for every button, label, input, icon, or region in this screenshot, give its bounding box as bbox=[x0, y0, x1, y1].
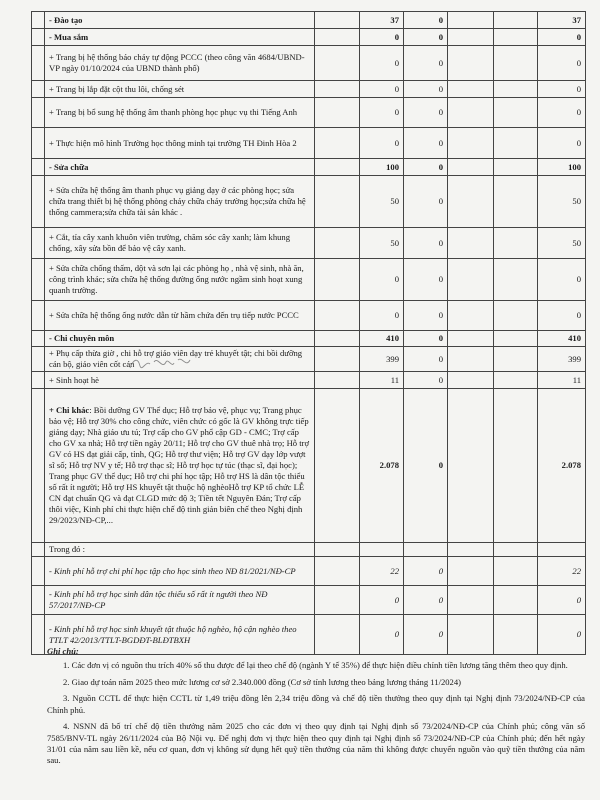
row-label: + Sửa chữa hệ thống ống nước dẫn từ hầm chứa đến trụ tiếp nước PCCC bbox=[45, 301, 315, 331]
row-label bbox=[45, 389, 315, 543]
row-value: 0 bbox=[538, 301, 586, 331]
table-row bbox=[32, 586, 586, 615]
row-label: + Phụ cấp thừa giờ , chi hỗ trợ giáo viên dạy trẻ khuyết tật; chi bồi dưỡng cán bộ, giáo viên cốt cán bbox=[45, 347, 315, 372]
row-value: 50 bbox=[360, 176, 404, 228]
row-value: 0 bbox=[404, 586, 448, 615]
row-label: + Sinh hoạt hè bbox=[45, 372, 315, 389]
row-value: 0 bbox=[360, 81, 404, 98]
row-value: 0 bbox=[538, 586, 586, 615]
row-label: + Trang bị bổ sung hệ thống âm thanh phòng học phục vụ thi Tiếng Anh bbox=[45, 98, 315, 128]
row-value: 0 bbox=[360, 29, 404, 46]
table-row bbox=[32, 176, 586, 228]
row-label: - Kinh phí hỗ trợ chi phí học tập cho học sinh theo NĐ 81/2021/NĐ-CP bbox=[45, 557, 315, 586]
row-value: 399 bbox=[538, 347, 586, 372]
row-value: 0 bbox=[538, 81, 586, 98]
row-value: 0 bbox=[404, 176, 448, 228]
row-value: 0 bbox=[360, 301, 404, 331]
row-value: 0 bbox=[404, 98, 448, 128]
row-label: + Sửa chữa chống thấm, dột và sơn lại các phòng họ , nhà vệ sinh, nhà ăn, công trình khác; sửa chữa hệ thống đường ống nước ngầm sinh hoạt xung quanh trường. bbox=[45, 259, 315, 301]
row-value: 0 bbox=[404, 331, 448, 347]
row-value: 0 bbox=[404, 557, 448, 586]
row-value: 0 bbox=[360, 46, 404, 81]
row-value: 410 bbox=[538, 331, 586, 347]
table-row bbox=[32, 557, 586, 586]
row-value: 0 bbox=[360, 259, 404, 301]
row-value: 0 bbox=[404, 81, 448, 98]
row-label: Trong đó : bbox=[45, 543, 315, 557]
row-value: 50 bbox=[538, 228, 586, 259]
row-value: 399 bbox=[360, 347, 404, 372]
row-value: 0 bbox=[360, 128, 404, 159]
row-value: 37 bbox=[538, 12, 586, 29]
row-value: 2.078 bbox=[360, 389, 404, 543]
row-label: - Kinh phí hỗ trợ học sinh dân tộc thiểu số rất ít người theo NĐ 57/2017/NĐ-CP bbox=[45, 586, 315, 615]
row-value: 22 bbox=[538, 557, 586, 586]
table-row bbox=[32, 29, 586, 46]
row-value: 0 bbox=[538, 46, 586, 81]
table-row bbox=[32, 331, 586, 347]
row-label: - Đào tạo bbox=[45, 12, 315, 29]
table-row bbox=[32, 128, 586, 159]
row-value: 0 bbox=[538, 128, 586, 159]
row-value: 2.078 bbox=[538, 389, 586, 543]
row-value: 100 bbox=[360, 159, 404, 176]
row-value: 100 bbox=[538, 159, 586, 176]
row-value: 0 bbox=[404, 12, 448, 29]
row-label-lead: + Chi khác bbox=[49, 405, 90, 415]
row-value: 0 bbox=[404, 301, 448, 331]
table-row bbox=[32, 389, 586, 543]
table-row bbox=[32, 301, 586, 331]
row-value: 0 bbox=[538, 259, 586, 301]
table-row bbox=[32, 347, 586, 372]
row-label: + Trang bị hệ thống báo cháy tự động PCCC (theo công văn 4684/UBND-VP ngày 01/10/2024 của UBND thành phố) bbox=[45, 46, 315, 81]
note-item: 2. Giao dự toán năm 2025 theo mức lương cơ sở 2.340.000 đồng (Cơ sở tính lương theo bảng lương tháng 11/2024) bbox=[63, 676, 462, 687]
row-label: + Trang bị lắp đặt cột thu lôi, chống sét bbox=[45, 81, 315, 98]
table-row bbox=[32, 543, 586, 557]
row-value: 11 bbox=[360, 372, 404, 389]
row-value: 0 bbox=[404, 228, 448, 259]
table-row bbox=[32, 98, 586, 128]
row-label: + Sửa chữa hệ thống âm thanh phục vụ giảng dạy ở các phòng học; sửa chữa trang thiết bị hệ thống phòng cháy chữa cháy trường học;sửa chữa hệ thống cammera;sửa chữa tài sản khác . bbox=[45, 176, 315, 228]
row-value: 0 bbox=[538, 98, 586, 128]
row-value: 0 bbox=[360, 98, 404, 128]
table-row bbox=[32, 46, 586, 81]
notes-title: Ghi chú: bbox=[47, 646, 79, 656]
row-label: + Thực hiện mô hình Trường học thông minh tại trường TH Đinh Hòa 2 bbox=[45, 128, 315, 159]
row-label: - Sửa chữa bbox=[45, 159, 315, 176]
row-value: 0 bbox=[404, 46, 448, 81]
row-value: 0 bbox=[404, 347, 448, 372]
table-row bbox=[32, 81, 586, 98]
note-item: 1. Các đơn vị có nguồn thu trích 40% số thu được để lại theo chế độ (ngành Y tế 35%) để thực hiện điều chỉnh tiền lương tăng thêm theo quy định. bbox=[63, 660, 568, 671]
row-value: 22 bbox=[360, 557, 404, 586]
row-label: - Kinh phí hỗ trợ học sinh khuyết tật thuộc hộ nghèo, hộ cận nghèo theo TTLT 42/2013/TTLT-BGDĐT-BLĐTBXH bbox=[45, 615, 315, 655]
row-value: 410 bbox=[360, 331, 404, 347]
notes-section bbox=[47, 646, 585, 772]
handwritten-scribble-icon bbox=[128, 354, 192, 374]
table-row bbox=[32, 228, 586, 259]
row-value: 0 bbox=[538, 615, 586, 655]
row-value: 0 bbox=[404, 389, 448, 543]
note-item: 4. NSNN đã bố trí chế độ tiền thưởng năm 2025 cho các đơn vị theo quy định tại Nghị định số 73/2024/NĐ-CP của Chính phủ; công văn số 7585/BNV-TL ngày 26/11/2024 của Bộ Nội vụ. Để nghị đơn vị thực hiện theo quy định tại Nghị định số 73/2024/NĐ-CP của Chính phủ; đến hết ngày 31/01 của năm sau liền kề, nếu cơ quan, đơn vị không sử dụng hết quỹ tiền thưởng của năm thì không được chuyển nguồn vào quỹ tiền thưởng của năm sau. bbox=[47, 721, 585, 766]
row-label: + Cắt, tỉa cây xanh khuôn viên trường, chăm sóc cây xanh; làm khung chống, xây sửa bồn để bảo vệ cây xanh. bbox=[45, 228, 315, 259]
table-row bbox=[32, 12, 586, 29]
row-value: 11 bbox=[538, 372, 586, 389]
table-row bbox=[32, 159, 586, 176]
row-value: 0 bbox=[404, 615, 448, 655]
row-label: - Mua sắm bbox=[45, 29, 315, 46]
row-value: 37 bbox=[360, 12, 404, 29]
row-value: 0 bbox=[360, 586, 404, 615]
row-value: 50 bbox=[538, 176, 586, 228]
row-value: 0 bbox=[538, 29, 586, 46]
row-value: 50 bbox=[360, 228, 404, 259]
table-row bbox=[32, 372, 586, 389]
table-row bbox=[32, 259, 586, 301]
row-label: - Chi chuyên môn bbox=[45, 331, 315, 347]
row-value: 0 bbox=[404, 128, 448, 159]
row-value: 0 bbox=[404, 372, 448, 389]
row-value: 0 bbox=[404, 29, 448, 46]
row-value: 0 bbox=[404, 259, 448, 301]
budget-table bbox=[31, 11, 586, 655]
row-value: 0 bbox=[404, 159, 448, 176]
note-item: 3. Nguồn CCTL để thực hiện CCTL từ 1,49 triệu đồng lên 2,34 triệu đồng và chế độ tiền thưởng theo quy định tại Nghị định 73/2024/NĐ-CP của Chính phủ. bbox=[47, 693, 585, 715]
row-value: 0 bbox=[360, 615, 404, 655]
row-label-body: : Bồi dưỡng GV Thể dục; Hỗ trợ bảo vệ, phục vụ; Trang phục bảo vệ; Hỗ trợ 30% cho công chức, viên chức có gốc là GV không trực tiếp giảng dạy; Nhà giáo ưu tú; Trợ cấp cho GV phổ cập GD - CMC; Trợ cấp cho GV xa nhà; Hỗ trợ tiền ngày 20/11; Hỗ trợ cho GV thuê nhà trọ; Hỗ trợ GV có HS đạt giải cấp, tỉnh, QG; Hỗ trợ thư viện; Hỗ trợ GV dạy lớp vượt sĩ số; Hỗ trợ NV y tế; Hỗ trợ thạc sĩ; Hỗ trợ học tự túc (thạc sĩ, đại học); Trang phục GV thể dục; Hỗ trợ chi phí học tập; Hỗ trợ HS là dân tộc thiểu số rất ít người; Hỗ trợ HS khuyết tật thuộc hộ nghèoHỗ trợ KP tổ chức LỄ CN đạt chuẩn QG và đạt CLGD mức độ 3; Tiền tết Nguyên Đán; Trợ cấp thôi việc, Kinh phí chi thực hiện chế độ tinh giản biên chế theo Nghị định 29/2023/NĐ-CP,... bbox=[49, 405, 310, 525]
